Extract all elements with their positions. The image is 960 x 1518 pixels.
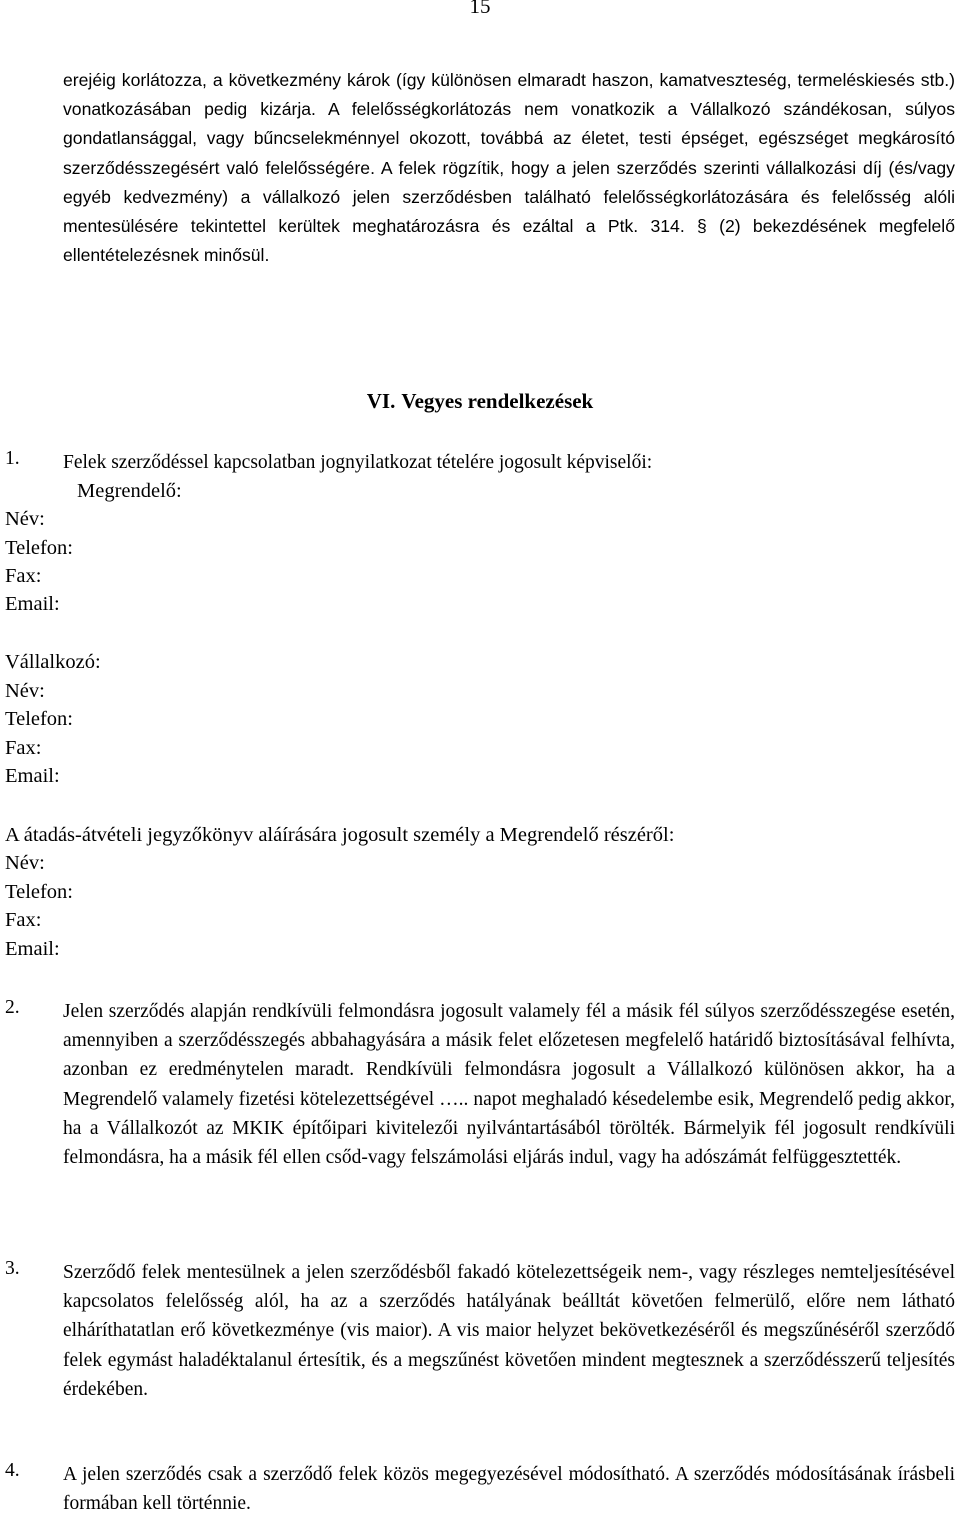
vallalkozo-nev: Név: bbox=[5, 680, 45, 702]
intro-paragraph bbox=[63, 66, 955, 270]
item-2-number: 2. bbox=[5, 997, 20, 1018]
atadas-email: Email: bbox=[5, 938, 60, 960]
megrendelo-nev: Név: bbox=[5, 508, 45, 530]
item-3-number: 3. bbox=[5, 1258, 20, 1279]
item-3-text: Szerződő felek mentesülnek a jelen szerződésből fakadó kötelezettségeik nem-, vagy részleges nemteljesítésével kapcsolatos felelősség alól, ha az a szerződés hatályának beálltát követően felmerülő, előre nem látható elháríthatatlan erő következménye (vis maior). A vis maior helyzet bekövetkezéséről és megszűnéséről szerződő felek egymást haladéktalanul értesítik, és a megszűnést követően mindent megtesznek a szerződésszerű teljesítés érdekében. bbox=[63, 1262, 955, 1400]
megrendelo-fax: Fax: bbox=[5, 565, 42, 587]
item-2-text: Jelen szerződés alapján rendkívüli felmondásra jogosult valamely fél a másik fél súlyos szerződésszegése esetén, amennyiben a szerződésszegés abbahagyására a másik felet előzetesen megfelelő határidő biztosításával felhívta, azonban ez eredménytelen maradt. Rendkívüli felmondásra jogosult a Vállalkozó különösen akkor, ha a Megrendelő valamely fizetési kötelezettségével ….. napot meghaladó késedelembe esik, Megrendelő pedig akkor, ha a Vállalkozót az MKIK építőipari kivitelezői nyilvántartásából törölték. Bármelyik fél jogosult rendkívüli felmondásra, ha a másik fél ellen csőd-vagy felszámolási eljárás indul, vagy ha adószámát felfüggesztették. bbox=[63, 1001, 955, 1169]
megrendelo-label: Megrendelő: bbox=[77, 480, 182, 502]
vallalkozo-label: Vállalkozó: bbox=[5, 651, 101, 673]
atadas-fax: Fax: bbox=[5, 909, 42, 931]
vallalkozo-telefon: Telefon: bbox=[5, 708, 74, 730]
atadas-nev: Név: bbox=[5, 852, 45, 874]
vallalkozo-email: Email: bbox=[5, 765, 60, 787]
section-title: Vegyes rendelkezések bbox=[401, 389, 594, 413]
vallalkozo-fax: Fax: bbox=[5, 737, 42, 759]
intro-paragraph-part2: A felek rögzítik, hogy a jelen szerződés szerinti vállalkozási díj (és/vagy egyéb kedvezmény) a vállalkozó jelen szerződésben található felelősségkorlátozására és felelősség alóli mentesülésére tekintettel kerültek meghatározásra és ezáltal a Ptk. 314. § (2) bekezdésének megfelelő ellentételezésnek minősül. bbox=[63, 157, 955, 266]
megrendelo-telefon: Telefon: bbox=[5, 537, 74, 559]
atadas-label: A átadás-átvételi jegyzőkönyv aláírására jogosult személy a Megrendelő részéről: bbox=[5, 824, 675, 846]
item-1-text: Felek szerződéssel kapcsolatban jognyilatkozat tételére jogosult képviselői: bbox=[63, 452, 653, 473]
item-1-number: 1. bbox=[5, 448, 20, 469]
megrendelo-email: Email: bbox=[5, 593, 60, 615]
section-heading bbox=[0, 389, 960, 414]
item-4-text: A jelen szerződés csak a szerződő felek közös megegyezésével módosítható. A szerződés módosításának írásbeli formában kell történnie. bbox=[63, 1464, 955, 1515]
intro-paragraph-part1: erejéig korlátozza, a következmény károk (így különösen elmaradt haszon, kamatveszteség, termeléskiesés stb.) vonatkozásában pedig kizárja. A felelősségkorlátozás nem vonatkozik a Vállalkozó szándékosan, súlyos gondatlansággal, vagy bűncselekménnyel okozott, továbbá az életet, testi épséget, egészséget megkárosító szerződésszegésért való felelősségére. bbox=[63, 70, 955, 178]
page-number: 15 bbox=[469, 0, 491, 18]
section-number: VI. bbox=[366, 389, 396, 413]
item-4-number: 4. bbox=[5, 1460, 20, 1481]
atadas-telefon: Telefon: bbox=[5, 881, 74, 903]
